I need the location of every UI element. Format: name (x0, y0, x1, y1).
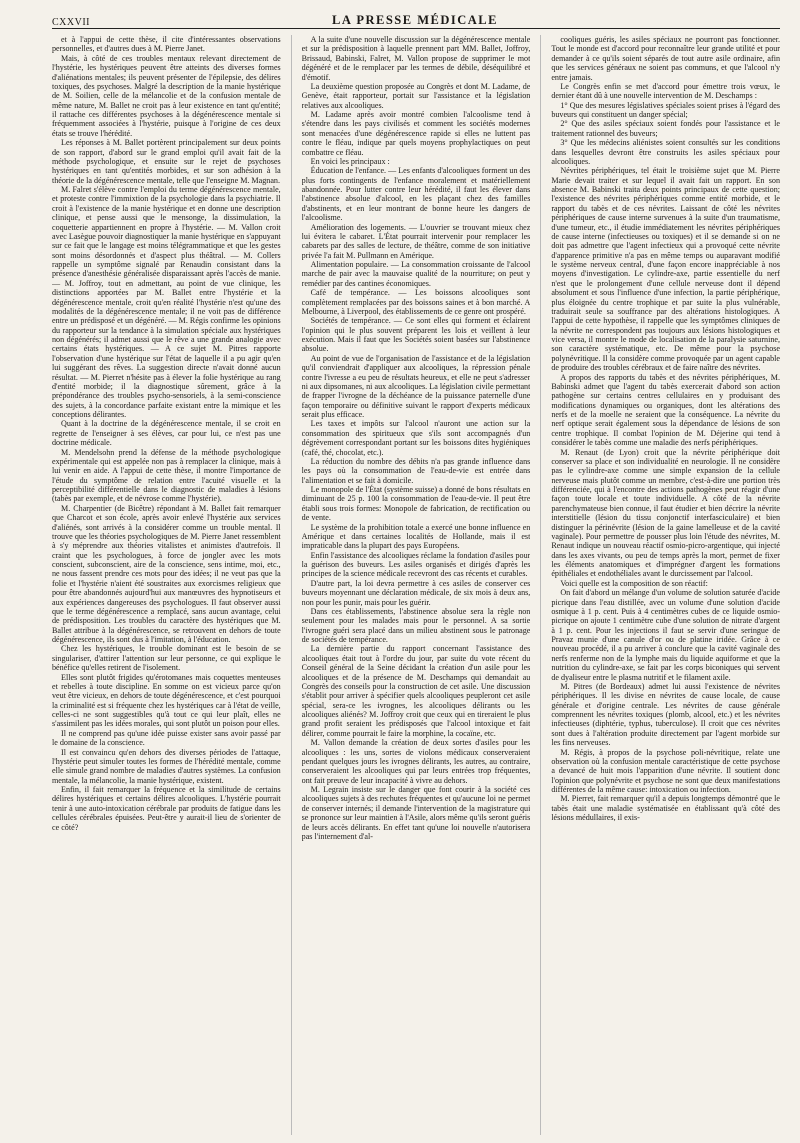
paragraph: La réduction du nombre des débits n'a pas grande influence dans les pays où la consommation de l'eau-de-vie est entrée dans l'alimentation et se fait à domicile. (301, 456, 531, 485)
paragraph: Voici quelle est la composition de son réactif: (560, 578, 708, 588)
paragraph: En voici les principaux : (310, 156, 390, 166)
paragraph: Quant à la doctrine de la dégénérescence mentale, il se croit en regrette de l'enseigner à ses élèves, car pour lui, ce n'est pas une doctrine médicale. (52, 419, 281, 448)
paragraph: Le Congrès enfin se met d'accord pour émettre trois vœux, le dernier étant dû à une nouvelle intervention de M. Deschamps : (551, 81, 780, 101)
paragraph: Le système de la prohibition totale a exercé une bonne influence en Amérique et dans certaines localités de Hollande, mais il est impraticable dans la plupart des pays Européens. (301, 522, 531, 551)
paragraph: La deuxième question proposée au Congrès et dont M. Ladame, de Genève, était rapporteur, portait sur l'assistance et la législation relatives aux alcooliques. (301, 81, 531, 110)
paragraph: M. Charpentier (de Bicêtre) répondant à M. Ballet fait remarquer que Charcot et son école, après avoir enlevé l'hystérie aux services d'aliénés, sont arrivés à la considérer comme un trouble mental. Il trouve que les théories psychologiques de M. Pierre Janet ressemblent à s'y méprendre aux théories vitalistes et animistes d'autrefois. Il craint que les psychologues, à force de jongler avec les mots conscient, subconscient, aire de la conscience, sens intime, moi, etc., ne nous fassent prendre ces mots pour des idées; il ne veut pas que la folie et l'hystérie n'aient été soustraites aux exorcismes religieux que pour être abandonnés aujourd'hui aux manœuvres des hypnotiseurs et aux expériences dangereuses des psychologues. Il faut observer aussi que le terme dégénérescence a remplacé, sans aucun avantage, celui de prédisposition. Les troubles du caractère des hystériques que M. Ballet attribue à la dégénérescence, se retrouvent en dehors de toute dégénérescence, ils sont dus à l'imitation, à l'éducation. (52, 503, 281, 644)
column-divider (291, 35, 292, 1135)
paragraph: M. Legrain insiste sur le danger que font courir à la société ces alcooliques sujets à des rechutes fréquentes et qu'aucune loi ne permet de conserver internés; il demande l'intervention de la magistrature qui se prononce sur leur maintien à l'Asile, alors même qu'ils seront guéris de leurs accès délirants. En effet tant qu'une loi nouvelle n'autorisera pas l'internement d'al- (301, 785, 531, 841)
column-middle (302, 35, 531, 1135)
paragraph: M. Ladame après avoir montré combien l'alcoolisme tend à s'étendre dans les pays civilisés et comment les sociétés modernes sont menacées d'une dégénérescence rapide si elles ne luttent pas contre le fléau, indique par quels moyens prophylactiques on peut combattre ce fléau. (301, 110, 531, 157)
paragraph: Névrites périphériques, tel était le troisième sujet que M. Pierre Marie devait traiter et sur lequel il avait fait un rapport. En son absence M. Babinski traita deux points principaux de cette question; l'existence des névrites périphériques comme entité morbide, et le rapport du tabès et de ces névrites. Laissant de côté les névrites périphériques de cause interne survenues à la suite d'un traumatisme, d'une tumeur, etc., il étudie immédiatement les névrites périphériques de cause interne (infectieuses ou toxiques) et il se demande si on ne doit pas admettre que l'agent infectieux qui a provoqué cette névrite d'apparence primitive n'a pas en même temps ou auparavant modifié le système nerveux central, d'une façon encore inappréciable à nos moyens d'investigation. Le cylindre-axe, partie essentielle du nerf n'est que le prolongement d'une cellule nerveuse dont il dépend absolument et sous l'influence d'une infection, la partie périphérique, plus éloignée du centre trophique et par suite la plus vulnérable, traduirait seule sa souffrance par des altérations histologiques. A l'appui de cette hypothèse, il rappelle que les symptômes cliniques de la névrite ne correspondent pas toujours aux lésions histologiques et vice versa, il montre le mode de localisation de la paralysie saturnine, son caractère systématique, etc. De même pour la psychose polynévritique. Il la considère comme provoquée par un agent capable de produire des troubles cérébraux et de faire naître des névrites. (551, 166, 780, 373)
paragraph: A la suite d'une nouvelle discussion sur la dégénérescence mentale et sur la prédisposition à laquelle prennent part MM. Ballet, Joffroy, Brissaud, Babinski, Falret, M. Vallon propose de supprimer le mot dégénéré et de le remplacer par les termes de débile, déséquilibré et d'émotif. (301, 35, 531, 82)
paragraph: cooliques guéris, les asiles spéciaux ne pourront pas fonctionner. Tout le monde est d'accord pour reconnaître leur grande utilité et pour demander à ce qu'ils soient séparés de tout autre asile ordinaire, afin que les services généraux ne soient pas communs, et que l'alcool n'y entre jamais. (551, 35, 780, 82)
paragraph: Café de tempérance. — Les boissons alcooliques sont complètement remplacées par des boissons saines et à bon marché. A Melbourne, à Liverpool, des établissements de ce genre ont prospéré. (301, 288, 531, 316)
page-number: CXXVII (52, 17, 90, 28)
journal-title: LA PRESSE MÉDICALE (332, 13, 498, 27)
paragraph: Il ne comprend pas qu'une idée puisse exister sans avoir passé par le domaine de la conscience. (52, 728, 281, 748)
paragraph: Elles sont plutôt frigides qu'érotomanes mais coquettes menteuses et rebelles à toute discipline. En somme on est vicieux parce qu'on veut être vicieux, en dehors de toute dégénérescence, et c'est pourquoi la criminalité est si fréquente chez les hystériques car à l'état de veille, celles-ci ne sont suggestibles qu'à tout ce qui leur plaît, elles ne s'assimilent pas les idées morales, qui sont plutôt un poison pour elles. (52, 672, 281, 729)
paragraph: 2° Que des asiles spéciaux soient fondés pour l'assistance et le traitement rationnel des buveurs; (551, 119, 780, 138)
paragraph: M. Vallon demande la création de deux sortes d'asiles pour les alcooliques : les uns, sortes de violons médicaux conserveraient pendant quelques jours les ivrognes délirants, les autres, au contraire, conserveraient les alcooliques qui par leurs entrées trop fréquentes, ont fait preuve de leur incapacité à vivre au dehors. (301, 738, 531, 785)
paragraph: M. Régis, à propos de la psychose poli-névritique, relate une observation où la confusion mentale caractéristique de cette psychose a devancé de huit mois l'apparition d'une névrite. Il soutient donc l'opinion que polynévrite et psychose ne sont que deux manifestations différentes de la même cause: intoxication ou infection. (551, 747, 780, 794)
paragraph: M. Pierret, fait remarquer qu'il a depuis longtemps démontré que le tabès était une maladie systématisée en établissant qu'à côté des lésions médullaires, il exis- (551, 794, 780, 823)
paragraph: Éducation de l'enfance. — Les enfants d'alcooliques forment un des plus forts contingents de l'enfance moralement et matériellement abandonnée. Pour lutter contre leur hérédité, il faut les élever dans l'abstinence absolue d'alcool, en les plaçant chez des familles d'abstinents, et en leur montrant de bonne heure les dangers de l'alcoolisme. (301, 166, 531, 223)
page-header (52, 8, 780, 29)
paragraph: 3° Que les médecins aliénistes soient consultés sur les conditions dans lesquelles devront être construits les asiles spéciaux pour alcooliques. (551, 138, 780, 166)
article-columns (52, 35, 780, 1135)
paragraph: La dernière partie du rapport concernant l'assistance des alcooliques était tout à l'ordre du jour, par suite du vote récent du Conseil général de la Seine décidant la création d'un asile pour les alcooliques et de la présence de M. Deschamps qui demandait au Congrès des conseils pour la construction de cet asile. Une discussion s'établit pour arriver à spécifier quels alcooliques peupleront cet asile spécial, sera-ce les ivrognes, les alcooliques délirants ou les alcooliques aliénés? M. Joffroy croit que ceux qui en tireraient le plus grand profit seraient les prédisposés que l'alcool intoxique et fait délirer, comme pourrait le faire la morphine, la cocaïne, etc. (301, 644, 531, 738)
paragraph: A propos des rapports du tabès et des névrites périphériques, M. Babinski admet que l'agent du tabès exercerait d'abord son action pathogène sur certains centres cellulaires en y produisant des modifications dynamiques ou organiques, dont les altérations des nerfs et de la moelle ne seraient que la conséquence. La névrite du nerf optique serait également sous la dépendance de lésions de son centre trophique. Il combat l'opinion de M. Déjerine qui tend à considérer le tabès comme une maladie des nerfs périphériques. (551, 372, 780, 448)
paragraph: On fait d'abord un mélange d'un volume de solution saturée d'acide picrique dans l'eau distillée, avec un volume d'une solution d'acide osmique à 1 p. cent. Puis à 4 centimètres cubes de ce liquide osmio-picrique on ajoute 1 centimètre cube d'une solution de nitrate d'argent à 1 p. cent. Pour les injections il faut se servir d'une seringue de Pravaz munie d'une canule d'or ou de platine iridée. Grâce à ce nouveau procédé, il a pu arriver à conclure que la cavité vaginale des nerfs renferme non de la lymphe mais du liquide aquiforme et que la nutrition du cylindre-axe, se fait par les corps biconiques qui servent de dyaliseur entre le plasma nutritif et le filament axile. (551, 588, 780, 682)
paragraph: Le monopole de l'État (système suisse) a donné de bons résultats en diminuant de 25 p. 100 la consommation de l'eau-de-vie. Il peut être établi sous trois formes: Monopole de fabrication, de rectification ou de vente. (301, 485, 531, 523)
column-right (551, 35, 780, 1135)
column-divider (540, 35, 541, 1135)
paragraph: M. Mendelsohn prend la défense de la méthode psychologique expérimentale qui est appelée non pas à remplacer la clinique, mais à lui venir en aide. A l'appui de cette thèse, il montre l'importance de l'étude du symptôme de relation entre l'acuité visuelle et la perceptibilité différentielle dans le diagnostic de maladies à lésions (tabès par exemple, et de névrose comme l'hystérie). (52, 447, 281, 504)
column-left (52, 35, 281, 1135)
paragraph: M. Renaut (de Lyon) croit que la névrite périphérique doit conserver sa place et son individualité en neurologie. Il ne considère pas le cylindre-axe comme une simple expansion de la cellule nerveuse mais plutôt comme un membre, c'est-à-dire une portion très différenciée, qui à l'encontre des actions pathogènes peut réagir d'une façon toute locale et toute individuelle. A côté de la névrite parenchymateuse bien connue, il faut étudier et bien décrire la névrite interstitielle (lésion du tissu conjonctif interfasciculaire) et bien distinguer la périnévrite (lésion de la gaine lamelleuse et de la cavité vaginale). Pour permettre de pousser plus loin l'étude des névrites, M. Renaut indique un nouveau réactif osmio-picro-argentique, qui injecté dans les axes vivants, ou peu de temps après la mort, permet de fixer les éléments anatomiques et d'imprégner d'argent les formations épithéliales et endothéliales avant le durcissement par l'alcool. (551, 447, 780, 579)
paragraph: Mais, à côté de ces troubles mentaux relevant directement de l'hystérie, les hystériques peuvent être atteints des diverses formes d'aliénations mentales; ils peuvent présenter de l'épilepsie, des délires toxiques, des psychoses. Malgré la description de la manie hystérique de M. Soilien, celle de la mélancolie et de la confusion mentale de même nature, M. Ballet ne croit pas à leur existence en tant qu'entité; il rattache ces différentes psychoses à la dégénérescence mentale si fréquemment associées à l'hystérie, puisque à l'origine de ces deux états se trouve l'hérédité. (52, 53, 281, 138)
paragraph: Amélioration des logements. — L'ouvrier se trouvant mieux chez lui évitera le cabaret. L'État pourrait intervenir pour remplacer les cabarets par des salles de lecture, de théâtre, comme de son initiative privée l'a fait M. Pullmann en Amérique. (301, 222, 531, 260)
paragraph: Les réponses à M. Ballet portèrent principalement sur deux points de son rapport, d'abord sur le grand emploi qu'il avait fait de la méthode psychologique, et ensuite sur le rejet de psychoses hystériques en tant qu'entités morbides, et sur son adhésion à la théorie de la dégénérescence mentale, telle que l'enseigne M. Magnan. (52, 138, 281, 185)
paragraph: et à l'appui de cette thèse, il cite d'intéressantes observations personnelles, et d'autres dues à M. Pierre Janet. (52, 35, 281, 54)
paragraph: Chez les hystériques, le trouble dominant est le besoin de se singulariser, d'attirer l'attention sur leur personne, ce qui explique le bénéfice qu'elles retirent de l'isolement. (52, 644, 281, 673)
paragraph: Enfin l'assistance des alcooliques réclame la fondation d'asiles pour la guérison des buveurs. Les asiles organisés et dirigés d'après les principes de la science médicale recevront des cas récents et curables. (301, 550, 531, 579)
paragraph: D'autre part, la loi devra permettre à ces asiles de conserver ces buveurs moyennant une déclaration médicale, de six mois à deux ans, non pour les punir, mais pour les guérir. (301, 578, 531, 607)
paragraph: 1° Que des mesures législatives spéciales soient prises à l'égard des buveurs qui constituent un danger spécial; (551, 100, 780, 119)
paragraph: Dans ces établissements, l'abstinence absolue sera la règle non seulement pour les malades mais pour le personnel. A sa sortie l'ivrogne guéri sera placé dans un milieu abstinent sous le patronage de sociétés de tempérance. (301, 606, 531, 644)
paragraph: M. Pitres (de Bordeaux) admet lui aussi l'existence de névrites périphériques. Il les divise en névrites de cause locale, de cause générale et d'origine centrale. Les névrites de cause générale comprennent les névrites toxiques (plomb, alcool, etc.) et les névrites infectieuses (diphtérie, typhus, tuberculose). Il croit que ces névrites sont dues à l'altération produite directement par l'agent morbide sur les fins nerveuses. (551, 681, 780, 748)
paragraph: Il est convaincu qu'en dehors des diverses périodes de l'attaque, l'hystérie peut simuler toutes les formes de l'hérédité mentale, comme elle simule grand nombre de maladies d'autres systèmes. La confusion mentale, la mélancolie, la manie hystérique, existent. (52, 747, 281, 785)
paragraph: M. Falret s'élève contre l'emploi du terme dégénérescence mentale, et proteste contre l'immixtion de la psychologie dans la psychiatrie. Il croit à l'existence de la manie hystérique et en donne une description clinique, et pense aussi que le mensonge, la dissimulation, la coquetterie appartiennent en propre à l'hystérie. — M. Vallon croit avec Lasègue pouvoir diagnostiquer la manie hystérique en s'appuyant sur ce fait que le langage est moins télégrammatique et que les gestes sont moins désordonnés et d'aspect plus théâtral. — M. Collers rappelle un symptôme signalé par Renaudin consistant dans la présence d'anesthésie généralisée disparaissant après l'accès de manie. — M. Joffroy, tout en admettant, au point de vue clinique, les distinctions apportées par M. Ballet entre l'hystérie et la dégénérescence mentale, croit qu'en réalité l'hystérie n'est qu'une des modalités de la dégénérescence mentale; il ne voit pas de différence entre un prédisposé et un dégénéré. — M. Régis confirme les opinions du rapporteur sur la tendance à la simulation spéciale aux hystériques non dégénérés; il admet aussi que le rêve a une grande analogie avec certains états hystériques. — A ce sujet M. Pitres rapporte l'observation d'une hystérique sur l'état de laquelle il a pu agir qu'en lui suggérant des rêves. La suggestion directe n'avait donné aucun résultat. — M. Pierret n'hésite pas à élever la folie hystérique au rang d'entité morbide; il la diagnostique sûrement, grâce à la prépondérance des troubles psycho-sensoriels, à la semi-conscience des sujets, à la concordance parfaite existant entre la mimique et les conceptions délirantes. (52, 185, 281, 419)
paragraph: Enfin, il fait remarquer la fréquence et la similitude de certains délires hystériques et certains délires alcooliques. L'hystérie pourrait tenir à une auto-intoxication cérébrale par produits de fatigue dans les cellules cérébrales épuisées. Peut-être y aurait-il lieu de s'orienter de ce côté? (52, 785, 281, 832)
paragraph: Au point de vue de l'organisation de l'assistance et de la législation qu'il conviendrait d'appliquer aux alcooliques, la répression pénale contre l'ivresse a eu peu de résultats heureux, et elle ne peut s'adresser ni aux dipsomanes, ni aux alcooliques. La législation civile permettant de frapper l'ivrogne de la déchéance de la puissance paternelle d'une façon temporaire ou définitive suivant le rapport d'experts médicaux serait plus efficace. (301, 353, 531, 419)
paragraph: Sociétés de tempérance. — Ce sont elles qui forment et éclairent l'opinion qui le plus souvent préparent les lois et veillent à leur exécution. Mais il faut que les Sociétés soient basées sur l'abstinence absolue. (301, 316, 531, 354)
paragraph: Les taxes et impôts sur l'alcool n'auront une action sur la consommation des spiritueux que s'ils sont accompagnés d'un dégrèvement correspondant portant sur les boissons dites hygiéniques (café, thé, chocolat, etc.). (301, 419, 531, 457)
paragraph: Alimentation populaire. — La consommation croissante de l'alcool marche de pair avec la mauvaise qualité de la nourriture; on peut y remédier par des cantines économiques. (301, 260, 531, 288)
